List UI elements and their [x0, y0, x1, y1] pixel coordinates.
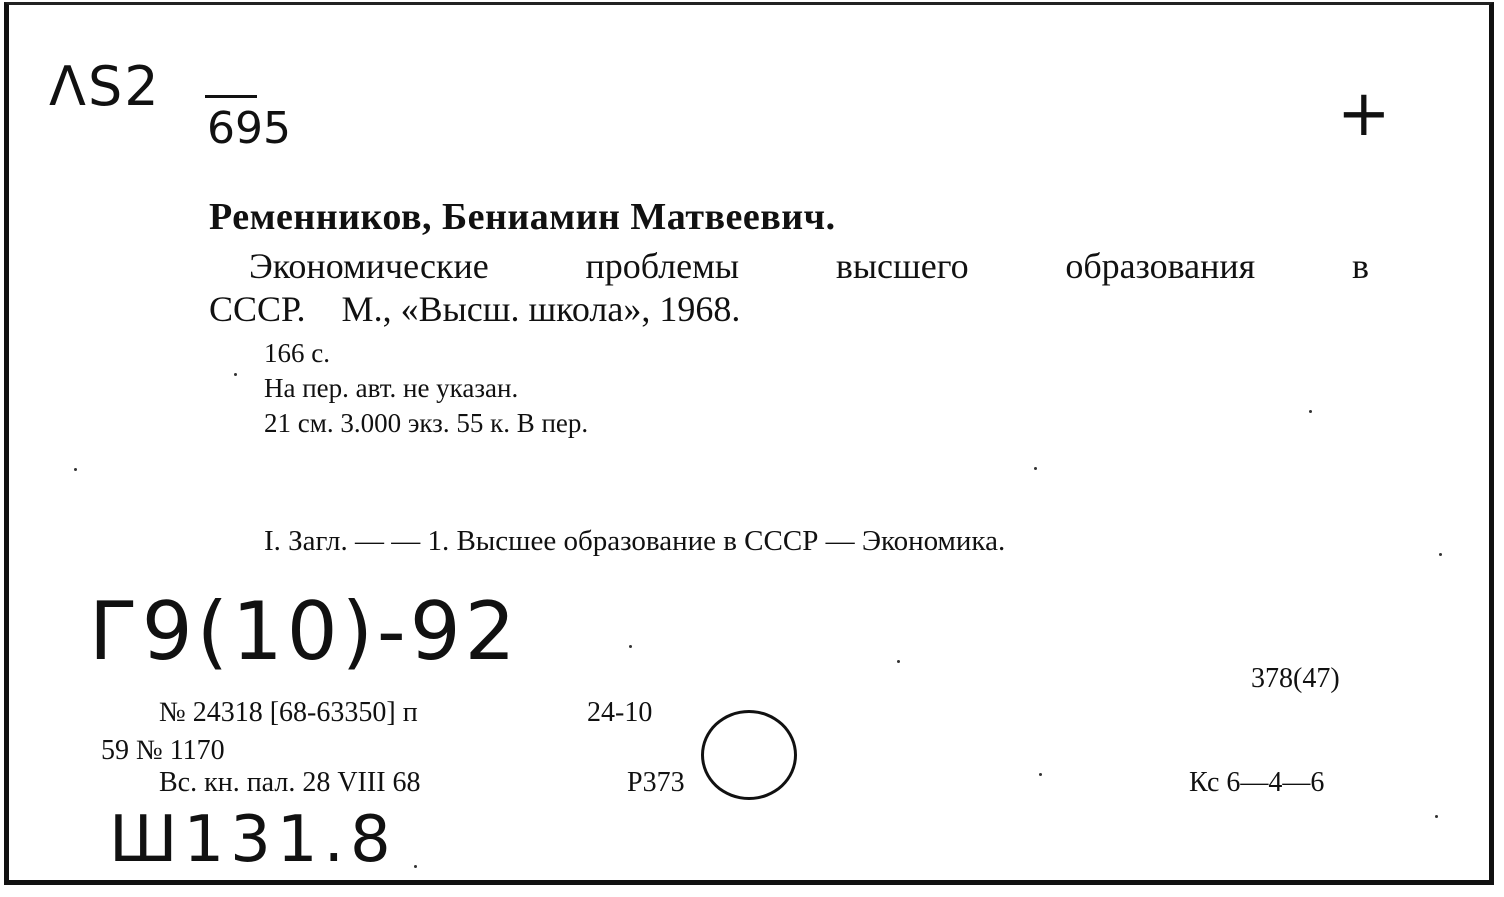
handwritten-shelfmark-sub: 695	[207, 103, 291, 154]
handwritten-overbar	[205, 95, 257, 98]
speck	[1039, 773, 1042, 776]
speck	[1034, 467, 1037, 470]
title-word: в	[1352, 246, 1369, 286]
handwritten-inventory: Ш131.8	[109, 803, 397, 877]
handwritten-circle	[701, 710, 797, 800]
handwritten-plus-mark: +	[1337, 77, 1391, 151]
speck	[629, 645, 632, 648]
pages-count: 166 с.	[264, 338, 330, 368]
speck	[1435, 815, 1438, 818]
speck	[897, 660, 900, 663]
udc-code: 378(47)	[1251, 663, 1340, 694]
order-number: № 24318 [68-63350] п	[159, 697, 418, 728]
physical-description: 21 см. 3.000 экз. 55 к. В пер.	[264, 408, 589, 438]
author-note: На пер. авт. не указан.	[264, 373, 519, 403]
speck	[1309, 410, 1312, 413]
ks-code: Кс 6—4—6	[1189, 767, 1325, 798]
card-number: 59 № 1170	[101, 735, 225, 766]
title-line-2: СССР. М., «Высш. школа», 1968.	[209, 289, 741, 329]
title-line-1	[249, 245, 1369, 287]
speck	[1439, 553, 1442, 556]
speck	[74, 468, 77, 471]
book-chamber-line: Вс. кн. пал. 28 VIII 68	[159, 767, 421, 798]
title-word: Экономические	[249, 246, 489, 286]
speck	[234, 373, 237, 376]
tracing-line: I. Загл. — — 1. Высшее образование в СССР — Экономика.	[264, 525, 1006, 557]
author-heading: Ременников, Бениамин Матвеевич.	[209, 196, 836, 238]
speck	[414, 865, 417, 868]
p373-code: Р373	[627, 767, 685, 798]
title-word: проблемы	[585, 246, 740, 286]
batch-code: 24-10	[587, 697, 653, 728]
handwritten-shelfmark: ΛS2	[49, 55, 161, 118]
catalog-card	[4, 2, 1494, 885]
title-word: высшего	[835, 246, 969, 286]
title-word: образования	[1065, 246, 1256, 286]
handwritten-classification: Г9(10)-92	[89, 585, 520, 678]
